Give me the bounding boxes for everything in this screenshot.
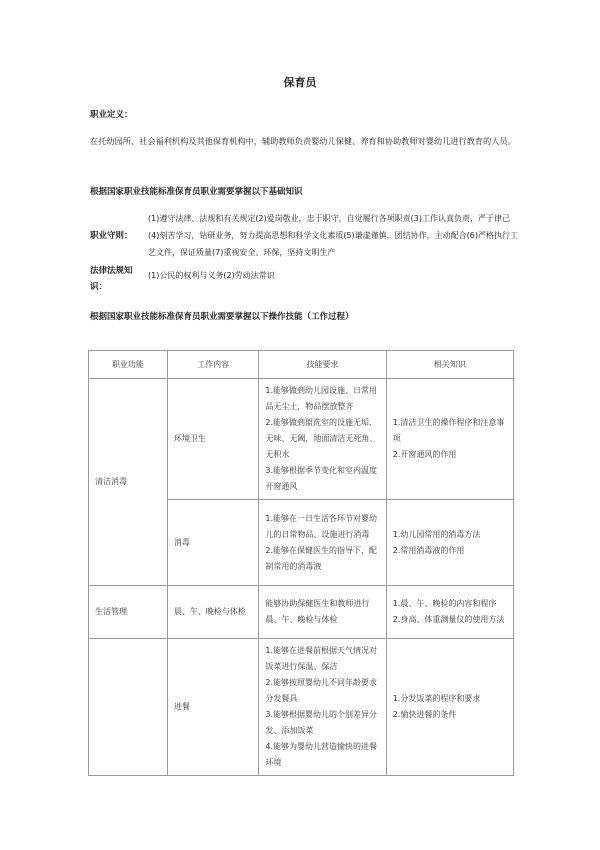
content-cell: 进餐 (167, 639, 259, 776)
function-cell: 清洁消毒 (89, 379, 168, 586)
ethics-text: (1)遵守法律、法规和有关规定(2)爱岗敬业，忠于职守，自觉履行各项职责(3)工作认真负责，严于律己(4)刻苦学习，钻研业务，努力提高思想和科学文化素质(5)谦虚谨慎，团结协作，主动配合(6)严格执行工艺文件，保证质量(7)重视安全、环保，坚持文明生产 (148, 214, 518, 257)
table-row (89, 639, 514, 776)
skills-table (88, 350, 514, 776)
definition-text: 在托幼园所、社会福利机构及其他保育机构中，辅助教师负责婴幼儿保健、养育和协助教师对婴幼儿进行教育的人员。 (90, 136, 516, 146)
requirement-item: 2.能够在保健医生的指导下，配制常用的消毒液 (265, 545, 378, 571)
requirements-cell (259, 500, 386, 586)
requirements-cell (259, 639, 386, 776)
ethics-label: 职业守则： (90, 231, 133, 241)
requirement-item: 2.能够做到盥洗室的设施无垢、无味、无阈，地面清洁无死角、无积水 (265, 418, 378, 459)
knowledge-item: 2.开窗通风的作用 (392, 450, 457, 459)
header-knowledge: 相关知识 (386, 351, 513, 379)
knowledge-item: 1.幼儿园常用的消毒方法 (392, 529, 481, 539)
requirement-item: 能够协助保健医生和教师进行晨、午、晚检与体检 (265, 599, 370, 624)
header-skill: 技能要求 (259, 351, 386, 379)
requirement-item: 1.能够做到幼儿园设施、日常用品无尘土，物品摆放整齐 (265, 386, 378, 411)
table-header-row (89, 351, 514, 379)
requirement-item: 3.能够根据季节变化和室内温度开窗通风 (265, 466, 378, 491)
requirements-cell (259, 586, 386, 639)
requirements-cell (259, 379, 386, 500)
knowledge-item: 2.常用消毒液的作用 (392, 545, 465, 555)
law-text: (1)公民的权利与义务(2)劳动法常识 (148, 271, 275, 280)
header-function: 职业功能 (89, 351, 168, 379)
knowledge-cell (386, 500, 513, 586)
requirement-item: 1.能够在一日生活各环节对婴幼儿的日常物品、设施进行消毒 (265, 513, 378, 539)
table-row (89, 586, 514, 639)
law-label: 法律法规知识： (90, 266, 133, 292)
knowledge-item: 1.分发饭菜的程序和要求 (392, 694, 481, 703)
operation-skills-heading: 根据国家职业技能标准保育员职业需要掌握以下操作技能（工作过程） (90, 312, 354, 322)
function-cell-empty (89, 639, 168, 776)
knowledge-cell (386, 639, 513, 776)
requirement-item: 3.能够根据婴幼儿的个别差异分发、添加饭菜 (265, 710, 378, 735)
definition-label: 职业定义： (90, 110, 133, 120)
knowledge-item: 1.晨、午、晚检的内容和程序 (392, 599, 497, 608)
knowledge-item: 2.身高、体重测量仪的使用方法 (392, 615, 505, 624)
knowledge-item: 1.清洁卫生的操作程序和注意事项 (392, 418, 505, 443)
requirement-item: 2.能够按照婴幼儿不同年龄要求分发餐具 (265, 678, 378, 703)
header-content: 工作内容 (167, 351, 259, 379)
function-cell: 生活管理 (89, 586, 168, 639)
content-cell: 消毒 (167, 500, 259, 586)
requirement-item: 1.能够在进餐前根据天气情况对饭菜进行保温、保洁 (265, 646, 378, 671)
table-row (89, 379, 514, 500)
document-title: 保育员 (283, 76, 317, 89)
content-cell: 晨、午、晚检与体检 (167, 586, 259, 639)
knowledge-cell (386, 586, 513, 639)
knowledge-cell (386, 379, 513, 500)
requirement-item: 4.能够为婴幼儿营造愉快的进餐环境 (265, 742, 378, 767)
basic-knowledge-heading: 根据国家职业技能标准保育员职业需要掌握以下基础知识 (90, 187, 303, 197)
content-cell: 环境卫生 (167, 379, 259, 500)
knowledge-item: 2.愉快进餐的条件 (392, 710, 457, 719)
